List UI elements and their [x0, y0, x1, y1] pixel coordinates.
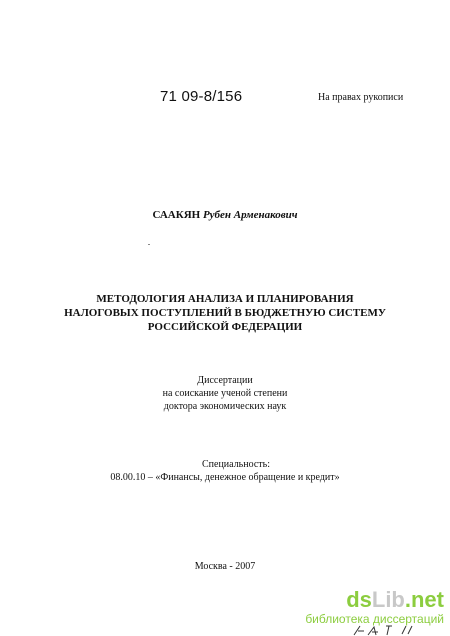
catalog-number: 71 09-8/156 [160, 88, 243, 105]
watermark-logo [346, 588, 444, 612]
rights-note: На правах рукописи [318, 92, 404, 103]
degree-statement [0, 374, 450, 413]
title-line: МЕТОДОЛОГИЯ АНАЛИЗА И ПЛАНИРОВАНИЯ [96, 293, 354, 305]
author-given-names: Рубен Арменакович [202, 209, 298, 221]
degree-line: Диссертации [197, 375, 253, 386]
specialty-value: 08.00.10 – «Финансы, денежное обращение и кредит» [110, 472, 340, 483]
scan-speck [148, 244, 150, 245]
dissertation-title [0, 292, 450, 334]
watermark-logo-ds: ds [346, 587, 372, 612]
degree-line: на соискание ученой степени [162, 388, 288, 399]
title-line: НАЛОГОВЫХ ПОСТУПЛЕНИЙ В БЮДЖЕТНУЮ СИСТЕМУ [64, 307, 386, 319]
watermark-subtitle: библиотека диссертаций [305, 612, 444, 626]
author-surname: СААКЯН [152, 209, 201, 221]
title-line: РОССИЙСКОЙ ФЕДЕРАЦИИ [147, 321, 303, 333]
handwritten-mark [350, 624, 420, 636]
watermark-logo-net: .net [404, 587, 444, 612]
specialty-label: Специальность: [202, 459, 270, 470]
author-name [0, 209, 450, 221]
watermark-logo-lib: Lib [371, 587, 405, 612]
degree-line: доктора экономических наук [163, 401, 287, 412]
place-year: Москва - 2007 [194, 561, 256, 572]
watermark [305, 587, 444, 628]
